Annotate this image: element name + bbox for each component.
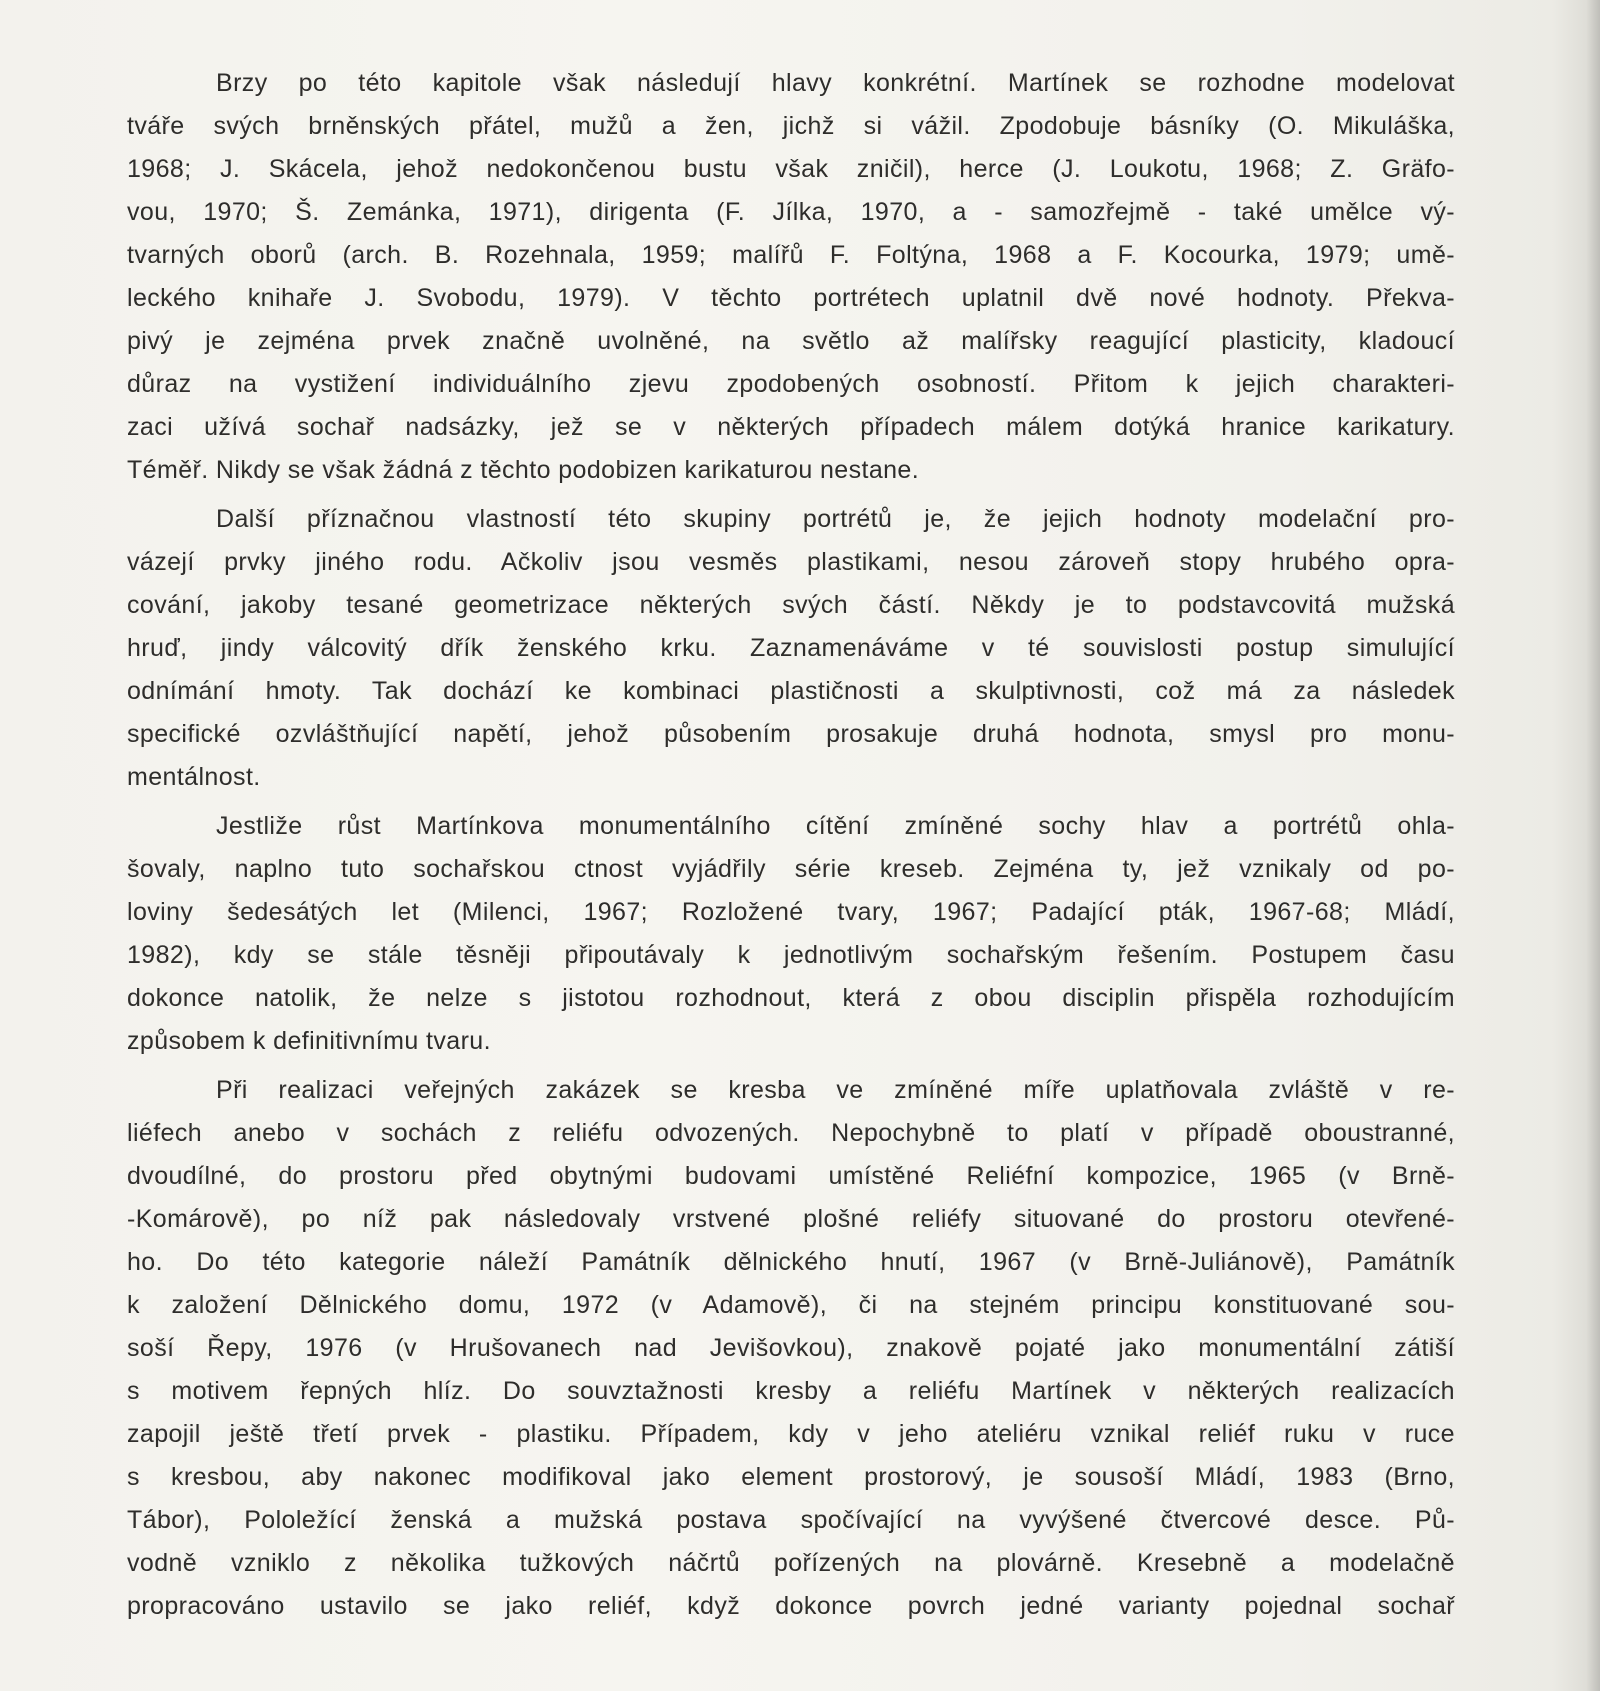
page-edge-shadow [1586, 0, 1600, 1691]
text-line: 1982), kdy se stále těsněji připoutávaly k jednotlivým sochařským řešením. Postupem času [127, 941, 1455, 969]
text-line: zapojil ještě třetí prvek - plastiku. Případem, kdy v jeho ateliéru vznikal reliéf ruku v ruce [127, 1420, 1455, 1448]
text-line: propracováno ustavilo se jako reliéf, když dokonce povrch jedné varianty pojednal sochař [127, 1592, 1455, 1620]
text-line: vodně vzniklo z několika tužkových náčrtů pořízených na plovárně. Kresebně a modelačně [127, 1549, 1455, 1577]
text-line: 1968; J. Skácela, jehož nedokončenou bustu však zničil), herce (J. Loukotu, 1968; Z. Gräfo- [127, 155, 1455, 183]
text-line: liéfech anebo v sochách z reliéfu odvozených. Nepochybně to platí v případě oboustranné, [127, 1119, 1455, 1147]
text-line: tváře svých brněnských přátel, mužů a žen, jichž si vážil. Zpodobuje básníky (O. Mikuláška, [127, 112, 1455, 140]
text-line: pivý je zejména prvek značně uvolněné, na světlo až malířsky reagující plasticity, kladoucí [127, 327, 1455, 355]
paragraph [127, 498, 1455, 799]
text-line: specifické ozvláštňující napětí, jehož působením prosakuje druhá hodnota, smysl pro monu- [127, 720, 1455, 748]
text-line: k založení Dělnického domu, 1972 (v Adamově), či na stejném principu konstituované sou- [127, 1291, 1455, 1319]
text-line: Další příznačnou vlastností této skupiny portrétů je, že jejich hodnoty modelační pro- [216, 505, 1455, 533]
text-line: ho. Do této kategorie náleží Památník dělnického hnutí, 1967 (v Brně-Juliánově), Památník [127, 1248, 1455, 1276]
paragraph [127, 805, 1455, 1063]
text-line: leckého knihaře J. Svobodu, 1979). V těchto portrétech uplatnil dvě nové hodnoty. Překva- [127, 284, 1455, 312]
text-line: soší Řepy, 1976 (v Hrušovanech nad Jevišovkou), znakově pojaté jako monumentální zátiší [127, 1334, 1455, 1362]
paragraph [127, 1069, 1455, 1628]
text-line: vázejí prvky jiného rodu. Ačkoliv jsou vesměs plastikami, nesou zároveň stopy hrubého opra- [127, 548, 1455, 576]
text-line: -Komárově), po níž pak následovaly vrstvené plošné reliéfy situované do prostoru otevřené- [127, 1205, 1455, 1233]
text-line: hruď, jindy válcovitý dřík ženského krku. Zaznamenáváme v té souvislosti postup simulující [127, 634, 1455, 662]
text-line: mentálnost. [127, 763, 261, 791]
text-line: s kresbou, aby nakonec modifikoval jako element prostorový, je sousoší Mládí, 1983 (Brno, [127, 1463, 1455, 1491]
text-line: Tábor), Pololežící ženská a mužská postava spočívající na vyvýšené čtvercové desce. Pů- [127, 1506, 1455, 1534]
text-line: cování, jakoby tesané geometrizace některých svých částí. Někdy je to podstavcovitá mužská [127, 591, 1455, 619]
text-line: zaci užívá sochař nadsázky, jež se v některých případech málem dotýká hranice karikatury. [127, 413, 1455, 441]
text-line: Téměř. Nikdy se však žádná z těchto podobizen karikaturou nestane. [127, 456, 920, 484]
text-line: vou, 1970; Š. Zemánka, 1971), dirigenta (F. Jílka, 1970, a - samozřejmě - také umělce vý- [127, 198, 1455, 226]
text-line: Při realizaci veřejných zakázek se kresba ve zmíněné míře uplatňovala zvláště v re- [216, 1076, 1455, 1104]
text-line: způsobem k definitivnímu tvaru. [127, 1027, 491, 1055]
text-line: dvoudílné, do prostoru před obytnými budovami umístěné Reliéfní kompozice, 1965 (v Brně- [127, 1162, 1455, 1190]
text-line: Jestliže růst Martínkova monumentálního cítění zmíněné sochy hlav a portrétů ohla- [216, 812, 1455, 840]
text-line: loviny šedesátých let (Milenci, 1967; Rozložené tvary, 1967; Padající pták, 1967-68; Mládí, [127, 898, 1455, 926]
text-line: šovaly, naplno tuto sochařskou ctnost vyjádřily série kreseb. Zejména ty, jež vznikaly od po- [127, 855, 1455, 883]
text-line: odnímání hmoty. Tak dochází ke kombinaci plastičnosti a skulptivnosti, což má za následek [127, 677, 1455, 705]
text-line: dokonce natolik, že nelze s jistotou rozhodnout, která z obou disciplin přispěla rozhodujícím [127, 984, 1455, 1012]
document-body [127, 62, 1455, 1634]
text-line: tvarných oborů (arch. B. Rozehnala, 1959; malířů F. Foltýna, 1968 a F. Kocourka, 1979; umě- [127, 241, 1455, 269]
text-line: důraz na vystižení individuálního zjevu zpodobených osobností. Přitom k jejich charakteri- [127, 370, 1455, 398]
paragraph [127, 62, 1455, 492]
text-line: Brzy po této kapitole však následují hlavy konkrétní. Martínek se rozhodne modelovat [216, 69, 1455, 97]
text-line: s motivem řepných hlíz. Do souvztažnosti kresby a reliéfu Martínek v některých realizacích [127, 1377, 1455, 1405]
